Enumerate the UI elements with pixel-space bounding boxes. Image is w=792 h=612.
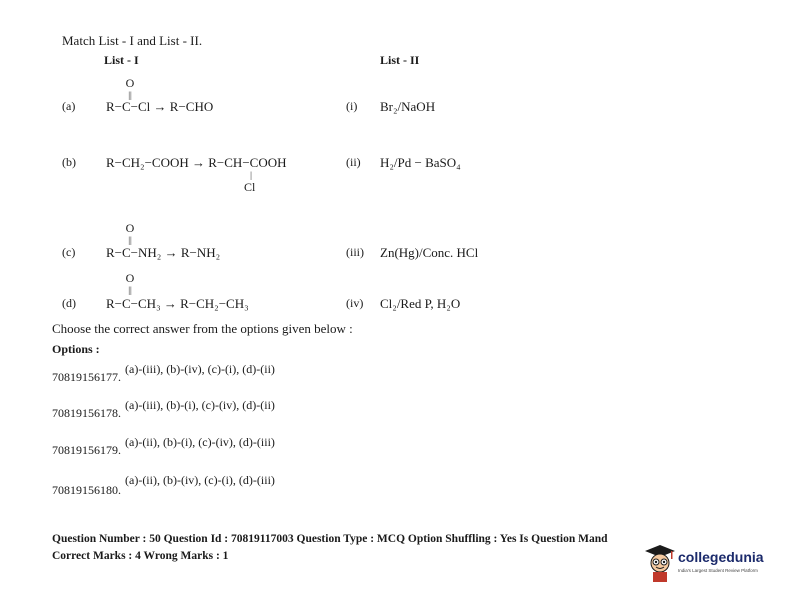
option-text: (a)-(ii), (b)-(i), (c)-(iv), (d)-(iii) — [125, 435, 275, 449]
reagent-text: H₂/Pd − BaSO₄ — [380, 155, 461, 170]
collegedunia-logo — [644, 543, 768, 585]
question-meta-line-1: Question Number : 50 Question Id : 70819117003 Question Type : MCQ Option Shuffling : Yes Is Question Mand — [52, 533, 608, 545]
row-label: (d) — [62, 296, 76, 310]
reaction-text: R−C−NH₂ → R−NH₂ — [106, 245, 221, 260]
double-bond: || — [128, 90, 132, 100]
logo-tagline: India's Largest Student Review Platform — [678, 568, 758, 573]
option-id: 70819156178. — [52, 406, 121, 420]
question-meta-line-2: Correct Marks : 4 Wrong Marks : 1 — [52, 550, 229, 562]
option-id: 70819156180. — [52, 483, 121, 497]
option-text: (a)-(iii), (b)-(i), (c)-(iv), (d)-(ii) — [125, 398, 275, 412]
row-label: (a) — [62, 99, 76, 113]
reagent-text: Zn(Hg)/Conc. HCl — [380, 245, 479, 260]
option-id: 70819156177. — [52, 370, 121, 384]
list-2-number: (ii) — [346, 155, 361, 169]
reagent-text: Br₂/NaOH — [380, 99, 436, 114]
list-1-header: List - I — [104, 53, 139, 67]
question-heading: Match List - I and List - II. — [62, 33, 203, 48]
reagent-text: Cl₂/Red P, H₂O — [380, 296, 461, 311]
row-label: (b) — [62, 155, 76, 169]
row-label: (c) — [62, 245, 76, 259]
reaction-text: R−C−Cl → R−CHO — [106, 99, 214, 114]
option-id: 70819156179. — [52, 443, 121, 457]
option-text: (a)-(iii), (b)-(iv), (c)-(i), (d)-(ii) — [125, 362, 275, 376]
option-text: (a)-(ii), (b)-(iv), (c)-(i), (d)-(iii) — [125, 473, 275, 487]
list-2-number: (i) — [346, 99, 358, 113]
carbonyl-oxygen: O — [125, 221, 135, 235]
double-bond: || — [128, 285, 132, 295]
single-bond: | — [250, 170, 252, 180]
list-2-number: (iv) — [346, 296, 364, 310]
graduate-mascot-icon — [644, 543, 676, 583]
logo-wordmark: collegedunia — [678, 549, 764, 565]
list-2-header: List - II — [380, 53, 420, 67]
instruction-text: Choose the correct answer from the options given below : — [52, 321, 353, 336]
carbonyl-oxygen: O — [125, 271, 135, 285]
chlorine-substituent: Cl — [244, 180, 256, 194]
reaction-text: R−C−CH₃ → R−CH₂−CH₃ — [106, 296, 249, 311]
reaction-text: R−CH₂−COOH → R−CH−COOH — [106, 155, 287, 170]
double-bond: || — [128, 235, 132, 245]
options-label: Options : — [52, 342, 100, 356]
carbonyl-oxygen: O — [125, 76, 135, 90]
list-2-number: (iii) — [346, 245, 364, 259]
